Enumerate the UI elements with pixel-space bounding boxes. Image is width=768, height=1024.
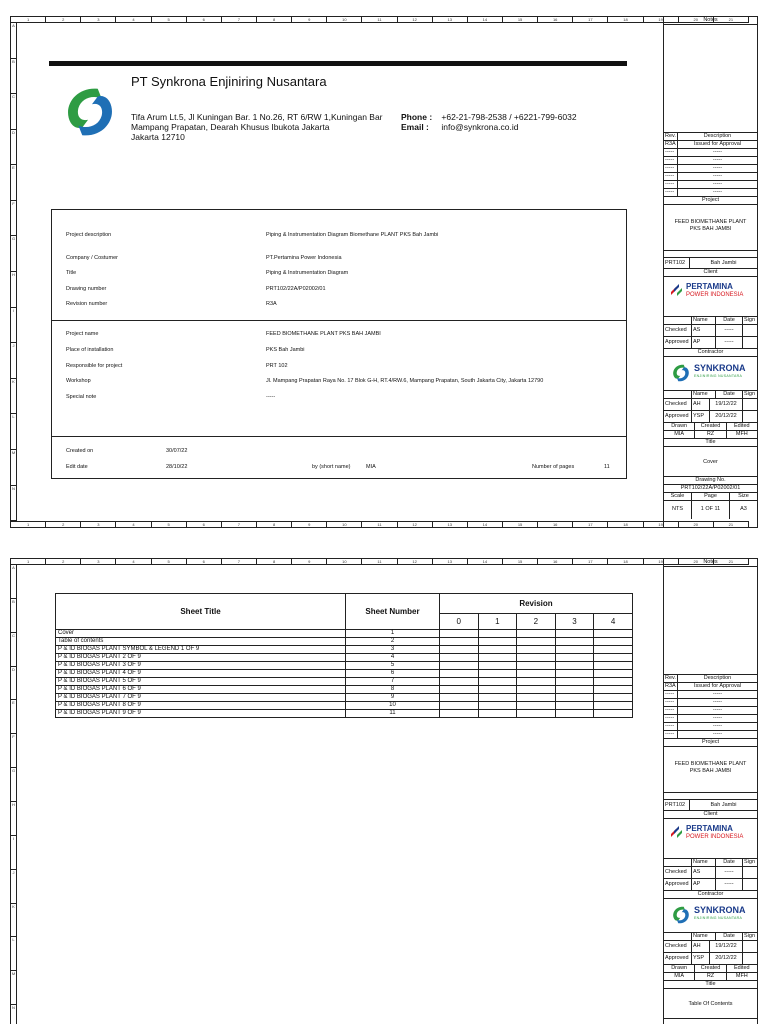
project-code-row: PRT102 Bah Jambi [664,257,757,269]
toc-header-number: Sheet Number [346,594,440,630]
revision-cell [478,678,517,686]
sheet-title-cell: P & ID BIOGAS PLANT 8 OF 9 [56,702,346,710]
project-name: FEED BIOMETHANE PLANT PKS BAH JAMBI [664,747,757,793]
ruler-tick: 12 [398,17,433,22]
client-checked-row: Checked AS ----- [664,867,757,879]
ruler-tick: 13 [433,559,468,564]
ruler-tick: F [11,201,16,237]
ruler-tick: 5 [152,522,187,527]
revision-cell [594,646,633,654]
info-divider [52,320,626,321]
ruler-tick: L [11,414,16,450]
rev-row: ----- ----- [664,165,757,173]
sheet-title: Cover [664,447,757,477]
ruler-tick: 20 [679,17,714,22]
sheet-number-cell: 9 [346,694,440,702]
drawn-header: Drawn Created Edited [664,965,757,973]
title-block [663,559,757,1024]
ruler-tick: 15 [503,522,538,527]
project-name: FEED BIOMETHANE PLANT PKS BAH JAMBI [664,205,757,251]
ruler-left [11,565,17,1024]
rev-row: ----- ----- [664,699,757,707]
revision-cell [478,694,517,702]
sheet-number-cell: 8 [346,686,440,694]
sheet-number-cell: 3 [346,646,440,654]
contractor-approved-row: Approved YSP 20/12/22 [664,411,757,423]
drawing-no: PRT102/22A/P02002/01 [664,485,757,493]
ruler-tick: N [11,1005,16,1024]
ruler-tick: 21 [714,559,749,564]
toc-revision-col: 0 [440,614,479,630]
table-row [56,710,633,718]
contractor-checked-row: Checked AH 19/12/22 [664,399,757,411]
revision-cell [594,654,633,662]
ruler-tick: 19 [644,559,679,564]
ruler-tick: 20 [679,559,714,564]
client-checked-row: Checked AS ----- [664,325,757,337]
ruler-tick: E [11,700,16,734]
revision-cell [440,702,479,710]
ruler-tick: D [11,130,16,166]
sheet-number-cell: 6 [346,670,440,678]
revision-cell [594,662,633,670]
ruler-tick: 4 [116,17,151,22]
toc-sheet [10,558,758,1024]
cover-sheet [10,16,758,528]
ruler-tick: 1 [11,559,46,564]
brand-bar [49,61,627,66]
revision-cell [517,702,556,710]
company-address: Tifa Arum Lt.5, Jl Kuningan Bar. 1 No.26, RT 6/RW 1,Kuningan Bar Mampang Prapatan, Dearah Khusus Ibukota Jakarta Jakarta 12710 [131,112,383,142]
notes-area [664,567,757,675]
ruler-tick: 19 [644,522,679,527]
ruler-tick: 4 [116,559,151,564]
ruler-tick: 2 [46,17,81,22]
ruler-tick: 7 [222,17,257,22]
revision-cell [594,630,633,638]
revision-cell [478,702,517,710]
notes-area [664,25,757,133]
ruler-tick: E [11,165,16,201]
table-row [56,654,633,662]
revision-cell [594,686,633,694]
info-label: Workshop [66,378,91,384]
toc-revision-col: 3 [555,614,594,630]
info-label: Company / Costumer [66,255,118,261]
sheet-title-cell: P & ID BIOGAS PLANT 4 OF 9 [56,670,346,678]
ruler-tick: 21 [714,522,749,527]
sheet-title-cell: P & ID BIOGAS PLANT 7 OF 9 [56,694,346,702]
ruler-tick: 10 [327,522,362,527]
ruler-tick: 16 [538,17,573,22]
rev-row: ----- ----- [664,707,757,715]
info-value: PKS Bah Jambi [266,347,305,353]
title-label: Title [664,439,757,447]
ruler-tick: M [11,450,16,486]
revision-cell [478,630,517,638]
sheet-title-cell: P & ID BIOGAS PLANT 9 OF 9 [56,710,346,718]
revision-cell [594,694,633,702]
edit-value: 28/10/22 [166,464,188,470]
info-value: PRT 102 [266,363,288,369]
phone-value: +62-21-798-2538 / +6221-799-6032 [441,112,577,122]
ruler-tick: 9 [292,522,327,527]
info-label: Special note [66,394,97,400]
contractor-label: Contractor [664,891,757,899]
ruler-tick: 16 [538,559,573,564]
revision-cell [555,670,594,678]
revision-cell [517,630,556,638]
by-value: MIA [366,464,376,470]
revision-cell [478,638,517,646]
ruler-tick: 15 [503,17,538,22]
project-code-row: PRT102 Bah Jambi [664,799,757,811]
revision-cell [478,646,517,654]
info-value: ----- [266,394,276,400]
client-label: Client [664,811,757,819]
revision-cell [555,646,594,654]
rev-row: ----- ----- [664,157,757,165]
ruler-tick: J [11,870,16,904]
ruler-tick: G [11,236,16,272]
toc-header-revision: Revision [440,594,633,614]
email-label: Email : [401,122,429,132]
company-contact [401,112,577,132]
phone-label: Phone : [401,112,433,122]
notes-header: Notes [664,17,757,25]
toc-table [55,593,633,718]
ruler-tick: G [11,768,16,802]
revision-cell [440,630,479,638]
info-value: Jl. Mampang Prapatan Raya No. 17 Blok G-H, RT.4/RW.6, Mampang Prapatan, South Jakarta City, Jakarta 12790 [266,378,544,384]
sheet-title-cell: P & ID BIOGAS PLANT 6 OF 9 [56,686,346,694]
ruler-tick: A [11,23,16,59]
info-label: Project name [66,331,99,337]
revision-cell [517,686,556,694]
rev-row: ----- ----- [664,731,757,739]
info-label: Responsible for project [66,363,123,369]
revision-cell [517,670,556,678]
ruler-tick: B [11,59,16,95]
email-value: info@synkrona.co.id [441,122,519,132]
revision-cell [478,670,517,678]
info-value: PRT102/22A/P02002/01 [266,286,326,292]
revision-cell [440,710,479,718]
rev-row: ----- ----- [664,715,757,723]
info-label: Revision number [66,301,108,307]
ruler-tick: 14 [468,559,503,564]
table-row [56,678,633,686]
rev-row: ----- ----- [664,189,757,197]
table-row [56,638,633,646]
synkrona-small-icon [670,362,692,384]
table-row [56,694,633,702]
sheet-title-cell: P & ID BIOGAS PLANT 5 OF 9 [56,678,346,686]
info-value: FEED BIOMETHANE PLANT PKS BAH JAMBI [266,331,381,337]
ruler-tick: 19 [644,17,679,22]
rev-row: ----- ----- [664,691,757,699]
ruler-top [11,17,749,23]
ruler-tick: 18 [608,522,643,527]
title-block [663,17,757,527]
revision-cell [555,662,594,670]
ruler-tick: D [11,667,16,701]
revision-cell [555,694,594,702]
ruler-tick: 6 [187,522,222,527]
revision-cell [478,710,517,718]
contractor-approved-row: Approved YSP 20/12/22 [664,953,757,965]
ruler-tick: 18 [608,559,643,564]
ruler-tick: M [11,971,16,1005]
sheet-number-cell: 2 [346,638,440,646]
contractor-checked-row: Checked AH 19/12/22 [664,941,757,953]
sheet-number-cell: 7 [346,678,440,686]
info-label: Title [66,270,77,276]
ruler-tick: 3 [81,559,116,564]
sheet-title-cell: Cover [56,630,346,638]
revision-cell [517,646,556,654]
ruler-tick: F [11,734,16,768]
sheet-title-cell: P & ID BIOGAS PLANT 3 OF 9 [56,662,346,670]
ruler-tick: 18 [608,17,643,22]
revision-cell [517,694,556,702]
ruler-tick: L [11,937,16,971]
ruler-tick: C [11,94,16,130]
drawn-header: Drawn Created Edited [664,423,757,431]
ruler-tick: 17 [573,559,608,564]
ruler-tick: 5 [152,17,187,22]
ruler-tick: 16 [538,522,573,527]
table-row [56,702,633,710]
rev-row: ----- ----- [664,181,757,189]
revision-cell [440,638,479,646]
ruler-tick: 17 [573,17,608,22]
ruler-tick: H [11,802,16,836]
revision-cell [440,686,479,694]
ruler-tick: 13 [433,17,468,22]
ruler-tick: 14 [468,522,503,527]
toc-header-title: Sheet Title [56,594,346,630]
ruler-tick: 6 [187,559,222,564]
revision-cell [594,702,633,710]
rev-row: ----- ----- [664,173,757,181]
synkrona-logo-icon [59,81,121,143]
ruler-tick: C [11,633,16,667]
info-divider [52,436,626,437]
drawn-row: MIA RZ MFH [664,973,757,981]
ruler-tick: 11 [362,559,397,564]
synkrona-small-icon [670,904,692,926]
sign-header: Name Date Sign [664,859,757,867]
client-label: Client [664,269,757,277]
sheet-title-cell: P & ID BIOGAS PLANT SYMBOL & LEGEND 1 OF 9 [56,646,346,654]
ruler-tick: 3 [81,522,116,527]
sign-header: Name Date Sign [664,933,757,941]
ruler-tick: 10 [327,17,362,22]
revision-cell [594,670,633,678]
scale-header: Scale Page Size [664,493,757,501]
ruler-tick: 2 [46,559,81,564]
ruler-tick: 8 [257,522,292,527]
toc-revision-col: 2 [517,614,556,630]
created-label: Created on [66,448,94,454]
sheet-title: Table Of Contents [664,989,757,1019]
ruler-tick: N [11,486,16,522]
synkrona-small-logo: SYNKRONA ENJINIRING NUSANTARA [664,899,757,933]
ruler-tick: 2 [46,522,81,527]
ruler-tick: 7 [222,559,257,564]
ruler-left [11,23,17,521]
ruler-tick: 12 [398,522,433,527]
ruler-tick: 21 [714,17,749,22]
revision-cell [555,702,594,710]
client-approved-row: Approved AP ----- [664,337,757,349]
ruler-tick: 14 [468,17,503,22]
table-row [56,630,633,638]
synkrona-small-logo: SYNKRONA ENJINIRING NUSANTARA [664,357,757,391]
sign-header: Name Date Sign [664,317,757,325]
ruler-tick: 1 [11,17,46,22]
sheet-title-cell: Table of contents [56,638,346,646]
sheet-number-cell: 10 [346,702,440,710]
toc-revision-col: 1 [478,614,517,630]
revision-cell [555,710,594,718]
info-value: Piping & Instrumentation Diagram Biomethane PLANT PKS Bah Jambi [266,232,439,238]
revision-cell [440,662,479,670]
ruler-tick: I [11,836,16,870]
created-value: 30/07/22 [166,448,188,454]
ruler-tick: 13 [433,522,468,527]
info-label: Drawing number [66,286,107,292]
ruler-tick: 8 [257,559,292,564]
revision-cell [440,678,479,686]
revision-cell [440,654,479,662]
info-label: Place of installation [66,347,114,353]
ruler-tick: 17 [573,522,608,527]
revision-cell [517,654,556,662]
ruler-top [11,559,749,565]
ruler-tick: 11 [362,17,397,22]
revision-cell [478,686,517,694]
pertamina-logo: PERTAMINA POWER INDONESIA [664,277,757,317]
revision-cell [440,646,479,654]
table-row [56,670,633,678]
sheet-number-cell: 1 [346,630,440,638]
contractor-label: Contractor [664,349,757,357]
revision-cell [478,654,517,662]
project-label: Project [664,197,757,205]
rev-header: Rev. Description [664,675,757,683]
ruler-tick: 10 [327,559,362,564]
notes-header: Notes [664,559,757,567]
ruler-tick: 20 [679,522,714,527]
ruler-tick: 3 [81,17,116,22]
sheet-title-cell: P & ID BIOGAS PLANT 2 OF 9 [56,654,346,662]
rev-row: R3A Issued for Approval [664,141,757,149]
ruler-tick: 9 [292,17,327,22]
ruler-tick: 9 [292,559,327,564]
ruler-tick: B [11,599,16,633]
ruler-tick: 6 [187,17,222,22]
info-value: PT.Pertamina Power Indonesia [266,255,342,261]
revision-cell [594,710,633,718]
rev-row: ----- ----- [664,723,757,731]
table-row [56,646,633,654]
ruler-tick: I [11,308,16,344]
revision-cell [478,662,517,670]
drawing-no-label: Drawing No. [664,477,757,485]
toc-revision-col: 4 [594,614,633,630]
by-label: by (short name) [312,464,351,470]
pages-value: 11 [604,464,610,470]
ruler-tick: 8 [257,17,292,22]
ruler-tick: 12 [398,559,433,564]
pertamina-icon [670,825,684,839]
sheet-number-cell: 5 [346,662,440,670]
ruler-tick: K [11,904,16,938]
revision-cell [440,694,479,702]
ruler-tick: 7 [222,522,257,527]
ruler-tick: K [11,379,16,415]
ruler-tick: H [11,272,16,308]
info-value: Piping & Instrumentation Diagram [266,270,349,276]
ruler-tick: 15 [503,559,538,564]
ruler-tick: 11 [362,522,397,527]
client-approved-row: Approved AP ----- [664,879,757,891]
revision-cell [517,662,556,670]
table-row [56,686,633,694]
title-label: Title [664,981,757,989]
revision-cell [517,710,556,718]
revision-cell [555,678,594,686]
revision-cell [555,630,594,638]
table-row [56,662,633,670]
info-value: R3A [266,301,277,307]
ruler-tick: J [11,343,16,379]
sheet-number-cell: 4 [346,654,440,662]
rev-header: Rev. Description [664,133,757,141]
info-label: Project description [66,232,112,238]
rev-row: R3A Issued for Approval [664,683,757,691]
revision-cell [517,638,556,646]
company-name: PT Synkrona Enjiniring Nusantara [131,74,327,89]
drawn-row: MIA RZ MFH [664,431,757,439]
ruler-tick: 5 [152,559,187,564]
pertamina-icon [670,283,684,297]
ruler-tick: A [11,565,16,599]
ruler-bottom [11,521,749,527]
sheet-number-cell: 11 [346,710,440,718]
project-info-box [51,209,627,479]
revision-cell [594,638,633,646]
revision-cell [555,686,594,694]
revision-cell [440,670,479,678]
revision-cell [555,654,594,662]
pertamina-logo: PERTAMINA POWER INDONESIA [664,819,757,859]
project-label: Project [664,739,757,747]
revision-cell [594,678,633,686]
pages-label: Number of pages [532,464,575,470]
rev-row: ----- ----- [664,149,757,157]
scale-row: NTS 1 OF 11 A3 [664,501,757,519]
revision-cell [517,678,556,686]
ruler-tick: 4 [116,522,151,527]
sign-header: Name Date Sign [664,391,757,399]
edit-label: Edit date [66,464,88,470]
revision-cell [555,638,594,646]
ruler-tick: 1 [11,522,46,527]
